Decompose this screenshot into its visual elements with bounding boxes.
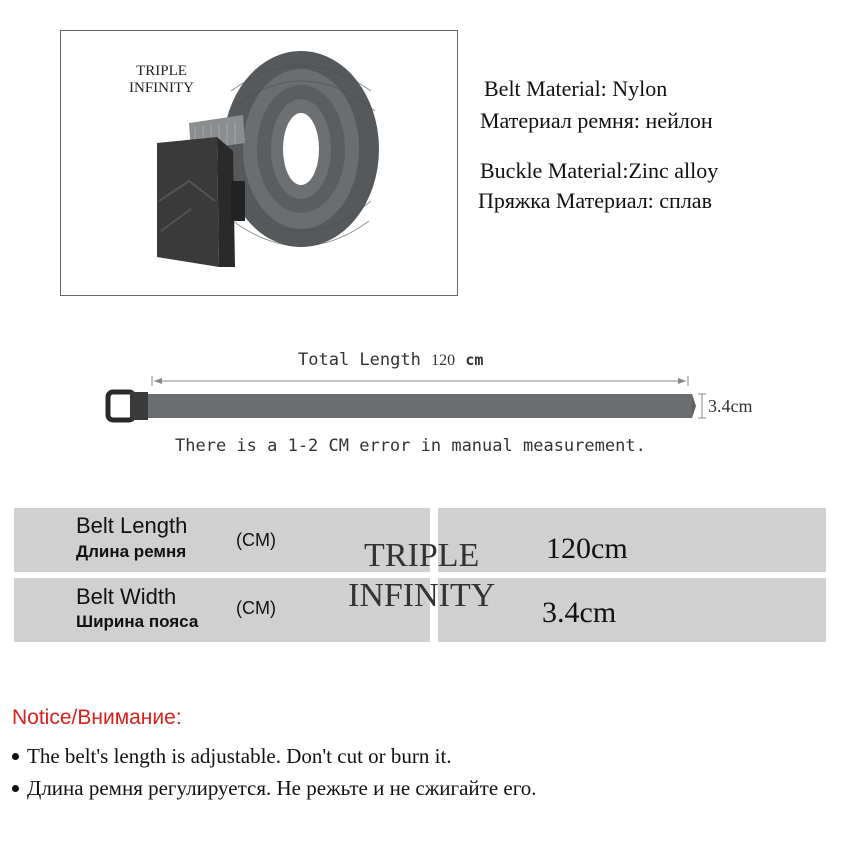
belt-product-image xyxy=(61,31,457,295)
table-row-unit: (CM) xyxy=(236,598,276,618)
buckle-material-en: Buckle Material:Zinc alloy xyxy=(480,158,719,183)
buckle-material-ru: Пряжка Материал: сплав xyxy=(478,188,712,213)
brand-watermark xyxy=(129,63,194,97)
table-row-value: 3.4cm xyxy=(542,596,617,629)
measurement-error-note: There is a 1-2 CM error in manual measurement. xyxy=(175,436,646,456)
total-length-unit: cm xyxy=(465,351,484,369)
table-row-length-value-cell xyxy=(438,508,826,572)
notice-title: Notice/Внимание: xyxy=(12,706,182,729)
table-row-label-en: Belt Width xyxy=(76,584,177,609)
belt-material-en: Belt Material: Nylon xyxy=(484,76,668,101)
notice-item-text: Длина ремня регулируется. Не режьте и не сжигайте его. xyxy=(27,776,537,800)
brand-watermark-line1: TRIPLE xyxy=(136,63,187,79)
belt-width-label: 3.4cm xyxy=(708,396,753,416)
belt-material-ru: Материал ремня: нейлон xyxy=(480,108,713,133)
notice-item xyxy=(12,776,537,801)
notice-item xyxy=(12,744,452,769)
table-row-width-value-cell xyxy=(438,578,826,642)
total-length-prefix: Total Length xyxy=(298,350,421,370)
bullet-icon xyxy=(12,785,19,792)
total-length-value: 120 xyxy=(431,352,456,369)
brand-watermark-line2: INFINITY xyxy=(129,80,194,96)
belt-measurement-diagram xyxy=(100,372,720,432)
table-row-label-en: Belt Length xyxy=(76,513,188,538)
brand-watermark-line1: TRIPLE xyxy=(364,537,480,574)
table-row-unit: (CM) xyxy=(236,530,276,550)
brand-watermark-line2: INFINITY xyxy=(348,577,496,614)
bullet-icon xyxy=(12,753,19,760)
table-row-value: 120cm xyxy=(546,532,628,565)
table-row-label-ru: Ширина пояса xyxy=(76,612,199,631)
table-row-label-ru: Длина ремня xyxy=(76,542,187,561)
total-length-label xyxy=(298,350,483,370)
product-photo-frame xyxy=(60,30,458,296)
notice-item-text: The belt's length is adjustable. Don't cut or burn it. xyxy=(27,744,452,768)
brand-watermark-table xyxy=(348,536,495,616)
